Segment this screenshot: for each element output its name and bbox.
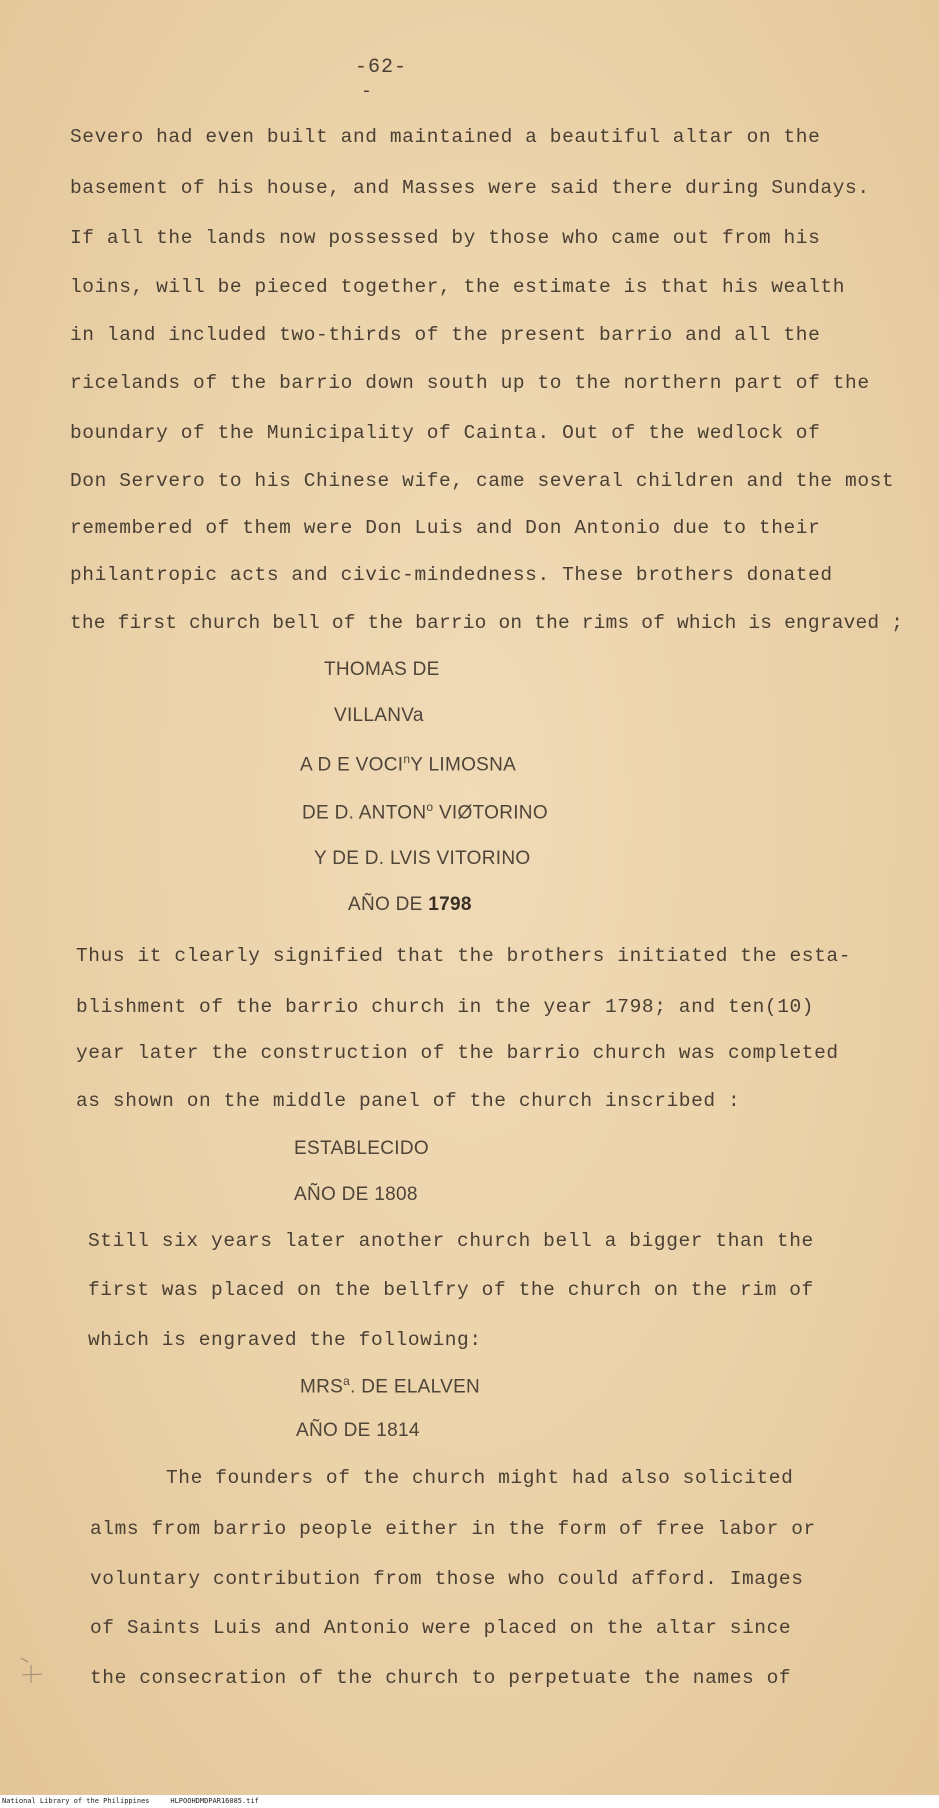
inscription-line: AÑO DE 1808 (294, 1184, 418, 1205)
page-number-dash: - (361, 82, 372, 102)
margin-pencil-mark (18, 1655, 44, 1685)
body-line: alms from barrio people either in the form of free labor or (90, 1518, 816, 1540)
body-line: ricelands of the barrio down south up to the northern part of the (70, 372, 870, 394)
body-line: Don Servero to his Chinese wife, came several children and the most (70, 470, 895, 492)
body-line: Thus it clearly signified that the brothers initiated the esta- (76, 945, 852, 967)
inscription-line: Y DE D. LVIS VITORINO (314, 848, 531, 869)
footer-file: HLPOOHDMDPAR16085.tif (170, 1797, 259, 1805)
footer-library: National Library of the Philippines (2, 1797, 150, 1805)
body-line: voluntary contribution from those who could afford. Images (90, 1568, 804, 1590)
inscription-line: AÑO DE 1798 (348, 894, 472, 915)
inscription-line: THOMAS DE (324, 659, 440, 680)
body-line: the first church bell of the barrio on the rims of which is engraved ; (70, 612, 904, 634)
inscription-line: VILLANVa (334, 705, 424, 726)
body-line: blishment of the barrio church in the year 1798; and ten(10) (76, 996, 815, 1018)
body-line: philantropic acts and civic-mindedness. These brothers donated (70, 564, 833, 586)
body-line: Severo had even built and maintained a beautiful altar on the (70, 126, 821, 148)
body-line: as shown on the middle panel of the church inscribed : (76, 1090, 741, 1112)
body-line: first was placed on the bellfry of the church on the rim of (88, 1279, 814, 1301)
body-line: which is engraved the following: (88, 1329, 482, 1351)
scan-footer (0, 1795, 939, 1808)
body-line: remembered of them were Don Luis and Don Antonio due to their (70, 517, 821, 539)
inscription-line: AÑO DE 1814 (296, 1420, 420, 1441)
inscription-line: MRS$^a$. DE ELALVEN (300, 1374, 481, 1398)
body-line: loins, will be pieced together, the estimate is that his wealth (70, 276, 846, 298)
body-line: the consecration of the church to perpetuate the names of (90, 1667, 792, 1689)
body-line: in land included two-thirds of the present barrio and all the (70, 324, 821, 346)
inscription-line: A D E VOCI$^n$Y LIMOSNA (300, 752, 517, 776)
body-line: The founders of the church might had also solicited (166, 1467, 794, 1489)
body-line: Still six years later another church bell a bigger than the (88, 1230, 814, 1252)
body-line: If all the lands now possessed by those who came out from his (70, 227, 821, 249)
page-number: -62- (355, 56, 408, 79)
body-line: year later the construction of the barrio church was completed (76, 1042, 839, 1064)
inscription-line: ESTABLECIDO (294, 1138, 429, 1159)
body-line: of Saints Luis and Antonio were placed on the altar since (90, 1617, 792, 1639)
body-line: basement of his house, and Masses were said there during Sundays. (70, 177, 870, 199)
inscription-line: DE D. ANTON$^o$ VIØTORINO (302, 800, 548, 824)
body-line: boundary of the Municipality of Cainta. Out of the wedlock of (70, 422, 821, 444)
